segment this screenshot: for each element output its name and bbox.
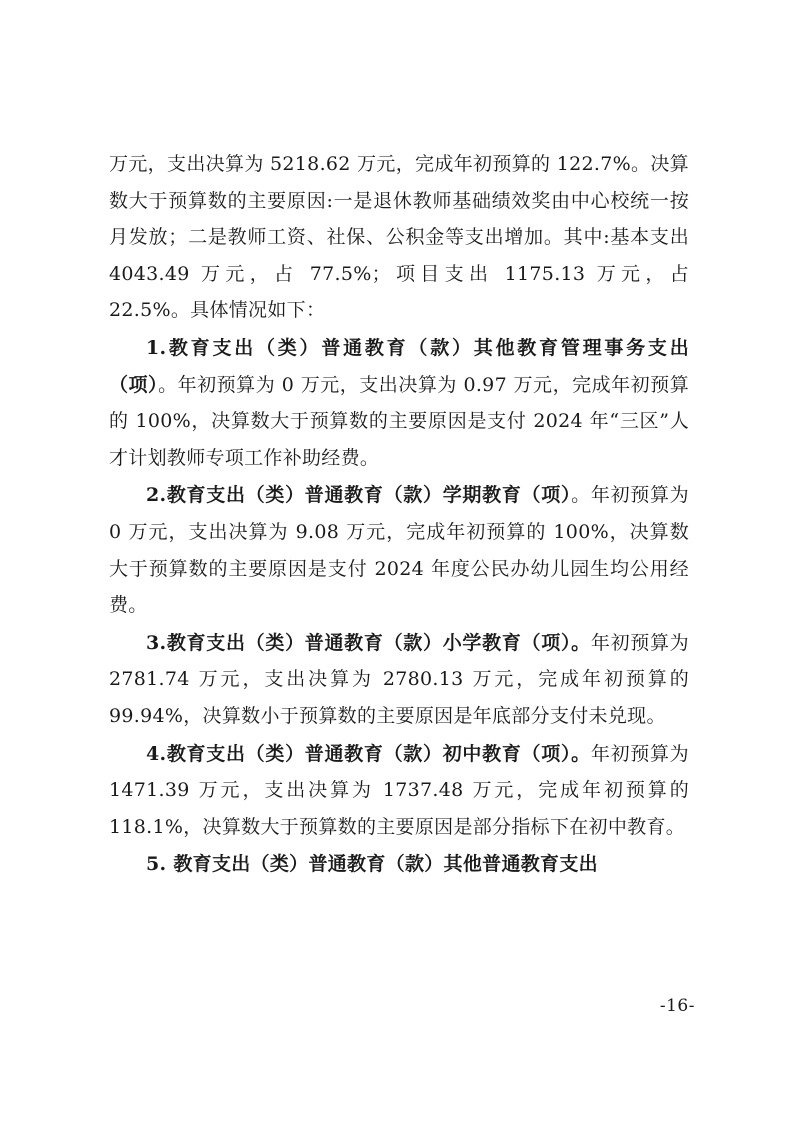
item-paragraph-5: [109, 846, 689, 883]
document-body: [109, 146, 689, 883]
item-body-3: 年初预算为 2781.74 万元，支出决算为 2780.13 万元，完成年初预算的 99.94%，决算数小于预算数的主要原因是年底部分支付未兑现。: [109, 631, 689, 727]
item-paragraph-3: [109, 625, 689, 735]
item-body-1: 。年初预算为 0 万元，支出决算为 0.97 万元，完成年初预算的 100%，决算数大于预算数的主要原因是支付 2024 年“三区”人才计划教师专项工作补助经费。: [109, 373, 690, 469]
item-heading-2: 2.教育支出（类）普通教育（款）学期教育（项）: [146, 484, 572, 507]
page-number: -16-: [659, 996, 695, 1016]
intro-paragraph: 万元，支出决算为 5218.62 万元，完成年初预算的 122.7%。决算数大于预算数的主要原因:一是退休教师基础绩效奖由中心校统一按月发放；二是教师工资、社保、公积金等支出增加。其中:基本支出 4043.49 万元，占 77.5%；项目支出 1175.13 万元，占 22.5%。具体情况如下：: [109, 153, 689, 322]
item-body-4: 年初预算为 1471.39 万元，支出决算为 1737.48 万元，完成年初预算的 118.1%，决算数大于预算数的主要原因是部分指标下在初中教育。: [109, 742, 689, 838]
item-paragraph-2: [109, 477, 689, 623]
item-paragraph-4: [109, 736, 689, 846]
item-heading-1: 1.教育支出（类）普通教育（款）其他教育管理事务支出（项）: [109, 336, 689, 396]
item-heading-4: 4.教育支出（类）普通教育（款）初中教育（项）。: [146, 742, 591, 765]
item-heading-5: 5. 教育支出（类）普通教育（款）其他普通教育支出: [146, 853, 598, 876]
item-paragraph-1: [109, 330, 689, 476]
item-body-2: 。年初预算为 0 万元，支出决算为 9.08 万元，完成年初预算的 100%，决算数大于预算数的主要原因是支付 2024 年度公民办幼儿园生均公用经费。: [109, 484, 689, 617]
item-heading-3: 3.教育支出（类）普通教育（款）小学教育（项）。: [146, 631, 591, 654]
